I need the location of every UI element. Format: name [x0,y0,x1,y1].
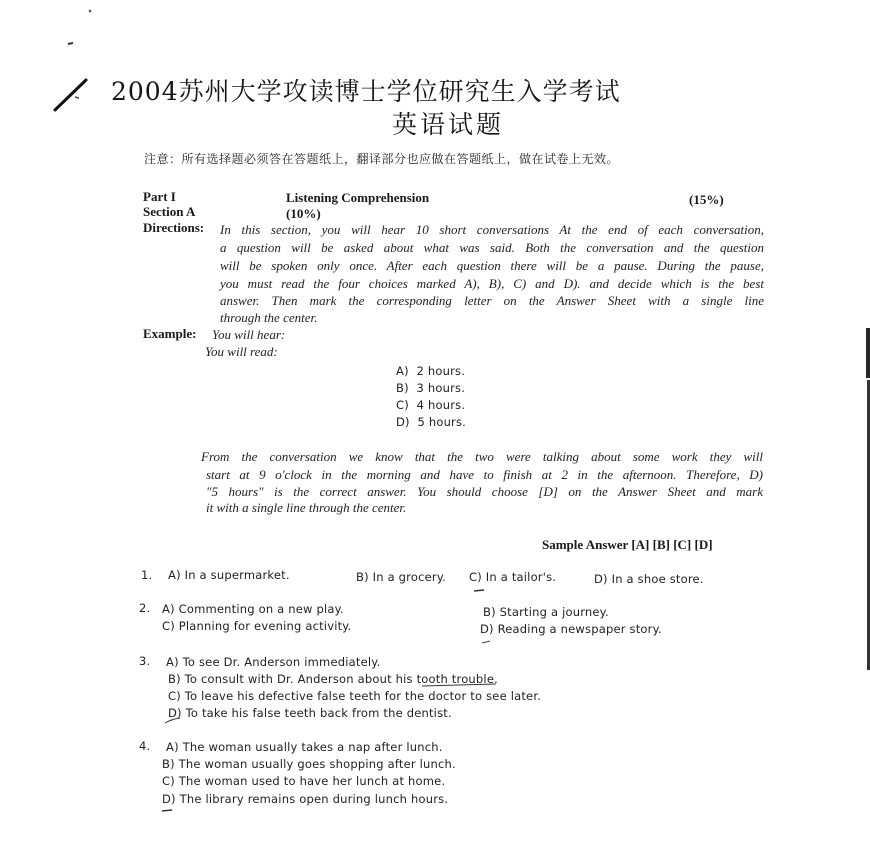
question-number: 4. [139,739,151,753]
option-text: In a shoe store. [611,572,704,586]
directions-line: through the center. [220,310,318,325]
question-option [162,757,456,771]
question-option [162,774,445,788]
option-letter: D) [168,706,182,720]
question-option [483,605,609,619]
directions-line: In this section, you will hear 10 short conversations At the end of each conversation, [220,222,764,237]
option-text: The woman usually goes shopping after lunch. [178,757,456,771]
option-text: Commenting on a new play. [178,602,344,616]
option-text: To take his false teeth back from the dentist. [185,706,452,720]
section-weight: (10%) [286,206,321,221]
question-option [168,672,498,686]
question-option [162,619,352,633]
sample-answer-option: [C] [673,537,692,552]
choice-letter: B) [396,381,409,395]
option-letter: A) [166,740,179,754]
exam-subtitle: 英语试题 [392,110,505,139]
explanation-line: From the conversation we know that the two were talking about some work they will [201,449,763,464]
question-number: 2. [139,601,151,615]
example-choice [396,364,465,378]
option-letter: B) [162,757,175,771]
explanation-line: "5 hours" is the correct answer. You should choose [D] on the Answer Sheet and mark [206,484,763,499]
example-choice [396,415,466,429]
section-label: Section A [143,204,196,219]
sample-answer-option: [B] [652,537,670,552]
directions-line: you must read the four choices marked A), B), C) and D). and decide which is the best [220,276,764,291]
option-letter: D) [162,792,176,806]
option-text: To see Dr. Anderson immediately. [182,655,381,669]
question-number: 1. [141,568,153,582]
option-text: In a supermarket. [184,568,290,582]
option-letter: A) [166,655,179,669]
option-letter: D) [480,622,494,636]
option-text: The woman used to have her lunch at home. [178,774,446,788]
example-hear: You will hear: [212,327,286,342]
part-weight: (15%) [689,192,724,207]
option-letter: C) [469,570,482,584]
example-choice [396,381,465,395]
option-letter: B) [168,672,181,686]
directions-line: answer. Then mark the corresponding letter on the Answer Sheet with a single line [220,293,764,308]
exam-notice: 注意：所有选择题必须答在答题纸上，翻译部分也应做在答题纸上，做在试卷上无效。 [144,152,620,166]
scan-edge-shadow [866,328,870,378]
option-letter: C) [162,774,175,788]
option-text: To leave his defective false teeth for the doctor to see later. [184,689,542,703]
choice-letter: A) [396,364,409,378]
option-letter: C) [162,619,175,633]
question-option [356,570,446,584]
example-label: Example: [143,326,197,341]
option-text: In a grocery. [372,570,447,584]
question-option [162,792,448,806]
question-number: 3. [139,654,151,668]
explanation-line: start at 9 o'clock in the morning and have to finish at 2 in the afternoon. Therefore, D) [206,467,763,482]
directions-line: a question will be asked about what was said. Both the conversation and the question [220,240,764,255]
part-label: Part I [143,189,176,204]
question-option [168,706,452,720]
sample-answer-option: [A] [631,537,650,552]
part-title: Listening Comprehension [286,190,430,205]
choice-letter: D) [396,415,410,429]
choice-text: 5 hours. [417,415,467,429]
option-text: Starting a journey. [499,605,609,619]
question-option [469,570,556,584]
question-option [166,740,443,754]
option-text: The woman usually takes a nap after lunch. [182,740,443,754]
option-letter: D) [594,572,608,586]
exam-title: 2004苏州大学攻读博士学位研究生入学考试 [111,77,621,106]
option-letter: C) [168,689,181,703]
sample-answer-option: [D] [694,537,713,552]
option-letter: B) [483,605,496,619]
question-option [168,568,290,582]
example-choice [396,398,465,412]
sample-answer [542,537,713,553]
option-letter: B) [356,570,369,584]
choice-letter: C) [396,398,409,412]
explanation-line: it with a single line through the center. [206,500,407,515]
question-option [594,572,704,586]
option-letter: A) [162,602,175,616]
choice-text: 2 hours. [416,364,466,378]
option-text: The library remains open during lunch hours. [179,792,449,806]
question-option [168,689,541,703]
option-letter: A) [168,568,181,582]
option-text: Planning for evening activity. [178,619,352,633]
option-text: Reading a newspaper story. [497,622,662,636]
option-text: In a tailor's. [485,570,557,584]
question-option [166,655,380,669]
choice-text: 3 hours. [416,381,466,395]
option-text: To consult with Dr. Anderson about his tooth trouble. [184,672,498,686]
sample-answer-label: Sample Answer [542,537,629,552]
question-option [162,602,344,616]
directions-label: Directions: [143,220,205,235]
directions-line: will be spoken only once. After each question there will be a pause. During the pause, [220,258,764,273]
example-read: You will read: [205,344,278,359]
question-option [480,622,662,636]
choice-text: 4 hours. [416,398,466,412]
